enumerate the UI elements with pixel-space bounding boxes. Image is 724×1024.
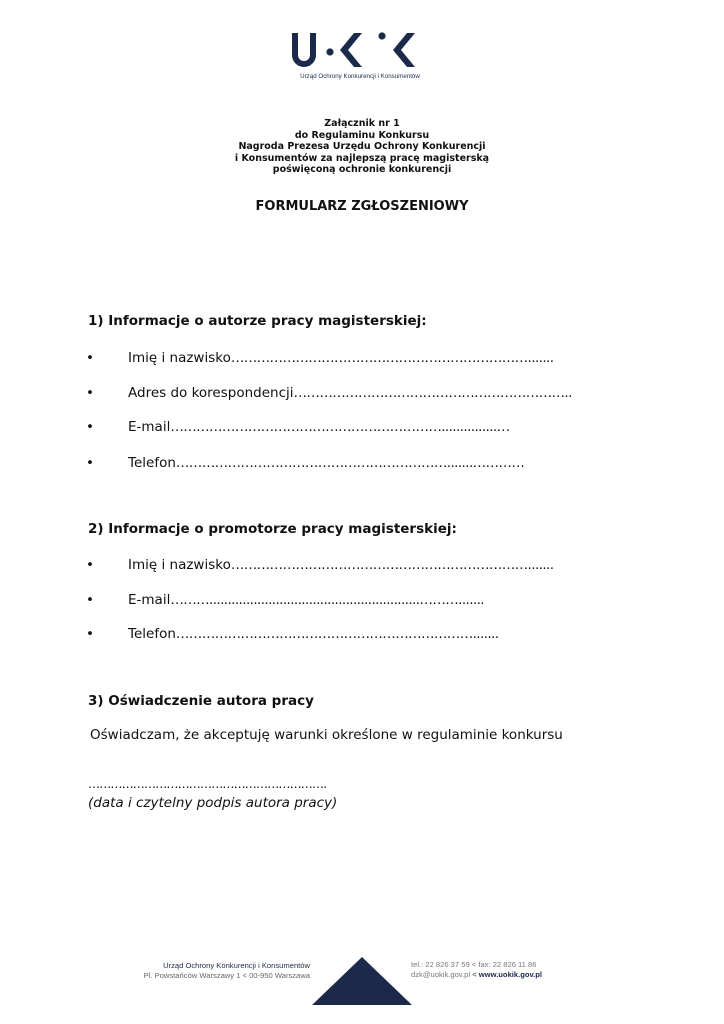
section3-heading: 3) Oświadczenie autora pracy <box>88 693 314 709</box>
field-label: Telefon <box>128 626 176 642</box>
bullet-icon: • <box>86 557 94 573</box>
annex-line: i Konsumentów za najlepszą pracę magisterską <box>234 152 490 164</box>
bullet-icon: • <box>86 592 94 608</box>
author-address-field[interactable] <box>86 383 572 403</box>
footer-phone: tel.: 22 826 37 59 < fax: 22 826 11 86 <box>411 960 537 969</box>
bullet-icon: • <box>86 455 94 471</box>
author-statement: Oświadczam, że akceptuję warunki określone w regulaminie konkursu <box>90 727 563 743</box>
triangle-emblem-icon <box>310 955 414 1005</box>
field-label: Telefon <box>128 455 176 471</box>
bullet-icon: • <box>86 350 94 366</box>
annex-line: do Regulaminu Konkursu <box>294 129 430 141</box>
field-label: E-mail <box>128 419 171 435</box>
footer-contact <box>411 960 542 980</box>
author-email-field[interactable] <box>86 417 510 437</box>
field-dots: ……………………………………………………………....... <box>230 350 554 366</box>
footer-website-link[interactable]: www.uokik.gov.pl <box>478 970 543 979</box>
footer-separator: < <box>472 970 477 979</box>
supervisor-email-field[interactable] <box>86 590 484 610</box>
field-label: E-mail <box>128 592 171 608</box>
field-dots: ……………………………………………………………....... <box>230 557 554 573</box>
signature-caption: (data i czytelny podpis autora pracy) <box>88 795 338 811</box>
signature-line[interactable]: ………………………………………………………. <box>88 777 327 791</box>
footer-email[interactable]: dzk@uokik.gov.pl <box>411 970 471 979</box>
field-dots: ……………………………………………………….. <box>293 385 572 401</box>
supervisor-phone-field[interactable] <box>86 624 498 644</box>
annex-line: poświęconą ochronie konkurencji <box>272 164 452 175</box>
author-name-field[interactable] <box>86 348 553 368</box>
section1-heading: 1) Informacje o autorze pracy magisterskiej: <box>88 313 427 329</box>
bullet-icon: • <box>86 419 94 435</box>
footer-org-info <box>120 961 310 981</box>
field-dots: ……….........................................................………....... <box>170 592 484 608</box>
footer-org-name: Urząd Ochrony Konkurencji i Konsumentów <box>163 961 310 970</box>
supervisor-name-field[interactable] <box>86 555 553 575</box>
field-dots: ……………………………………………………….......………… <box>175 455 525 471</box>
bullet-icon: • <box>86 385 94 401</box>
footer-address: Pl. Powstańców Warszawy 1 < 00-950 Warszawa <box>143 971 310 980</box>
field-label: Imię i nazwisko <box>128 350 231 366</box>
section2-heading: 2) Informacje o promotorze pracy magisterskiej: <box>88 521 457 537</box>
field-dots: ………………………………………………………...............… <box>170 419 510 435</box>
annex-block <box>200 118 524 176</box>
field-label: Adres do korespondencji <box>128 385 294 401</box>
author-phone-field[interactable] <box>86 453 524 473</box>
field-dots: ……………………………………………………………....... <box>175 626 499 642</box>
field-label: Imię i nazwisko <box>128 557 231 573</box>
logo-caption: Urząd Ochrony Konkurencji i Konsumentów <box>300 73 420 80</box>
annex-line: Załącznik nr 1 <box>324 118 400 129</box>
annex-line: Nagroda Prezesa Urzędu Ochrony Konkurencji <box>238 141 486 152</box>
bullet-icon: • <box>86 626 94 642</box>
form-title: FORMULARZ ZGŁOSZENIOWY <box>255 199 469 214</box>
